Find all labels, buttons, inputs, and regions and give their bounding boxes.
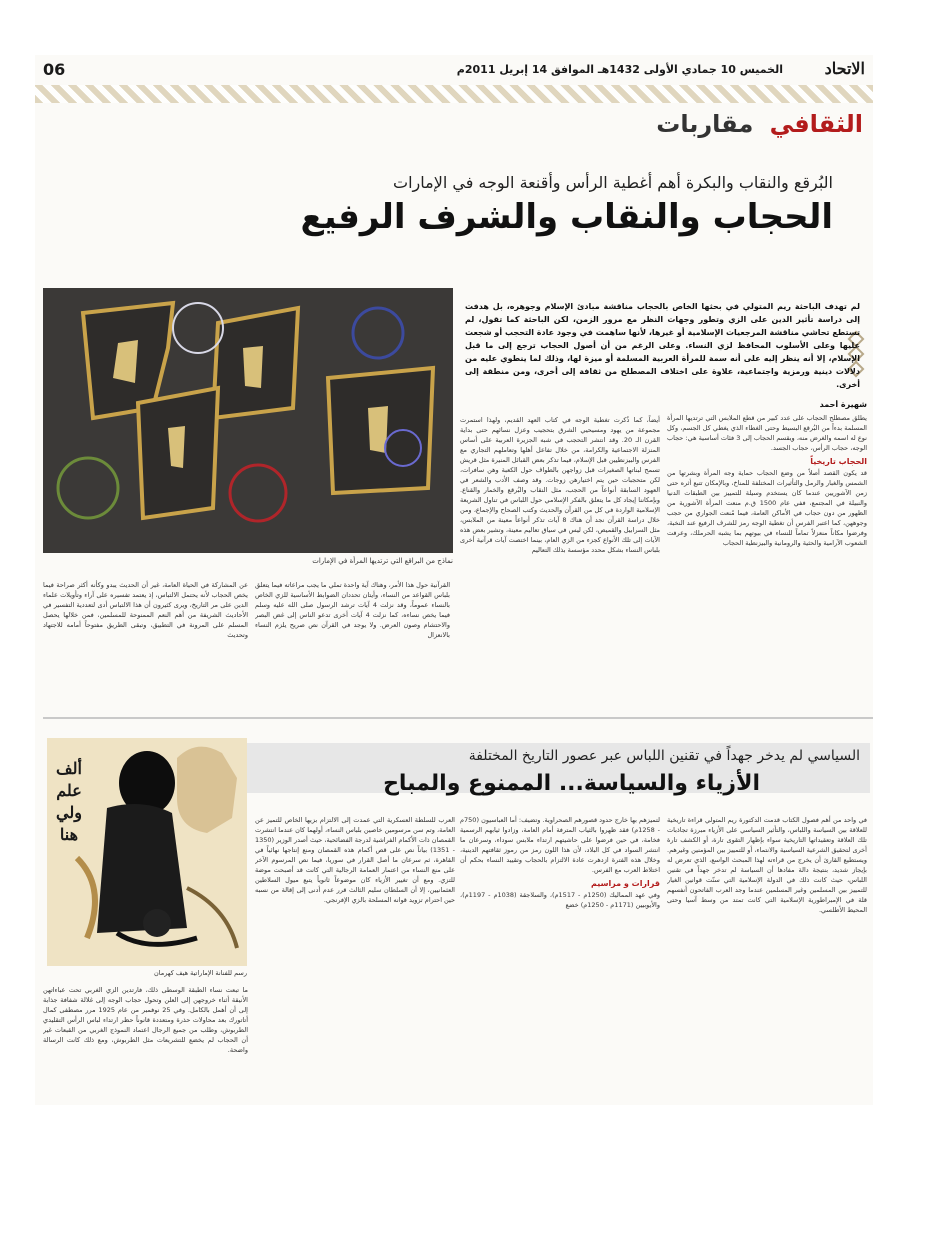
column-text: لتميزهم بها خارج حدود قصورهم الصحراوية. وتضيف: أما العباسيون (750م - 1258م) فقد ظهروا بالثياب المترفة أمام العامة، وزادوا ثيابهم الرسمية فخامة، في حين فرضوا على حاشيتهم ارتداء ملابس سوداء، وسرعان ما انتشر السواد في كل البلاد، لأن هذا اللون رمز من رموز ثقافتهم الدينية، وخلال هذه الفترة ازدهرت عادة الالتزام بالحجاب وتقييد النساء بحكم أن اختلاط العرب مع الفرس. [460,816,660,874]
article1-column-4: عن المشاركة في الحياة العامة، غير أن الحديث يبدو وكأنه أكثر صراحة فيما يخص الحجاب لأنه يحتمل الالتباس، إذ يعتمد تفسيره على آراء وتأويلات علماء الدين على مر التاريخ، ويرى كثيرون أن هذا الالتباس أدى لتعددية التفسير في الأحاديث الشريفة من أهم النعم الممنوحة للمسلمين، فمن خلالها يحصل المسلم على المرونة في التطبيق، وتبقى الطريق مفتوحاً أمامه للاجتهاد وتحديث [43,581,248,639]
newspaper-page [35,55,873,1105]
subheading: قرارات و مراسيم [591,879,660,888]
page-header [35,55,873,87]
calligraphy: ألف علم ولي هنا [56,759,82,844]
column-text: قد يكون القصد أصلاً من وضع الحجاب حماية وجه المرأة وبشرتها من الشمس والغبار والرمل والتأثيرات المختلفة للمناخ، وبالإمكان تتبع أثره حتى زمن الآشوريين عندما كان يستخدم وسيلة للتمييز بين الطبقات الدنيا والنبيلة في المجتمع، ففي عام 1500 ق.م منعت المرأة الآشورية من الظهور من دون حجاب في الأماكن العامة، فيما مُنعت الجواري من حجب وجوههن، كما اعتبر الفرس أن تغطية الوجه رمز للشرف الرفيع عند النخبة، وفرضوا مكاناً منعزلاً تماماً للنساء في بيوتهم بما يشبه الحرملك، وعرفت الشعوب الآرامية والحثية والرومانية والبيزنطية الحجاب [667,469,867,547]
article2-column-1: في واحد من أهم فصول الكتاب قدمت الدكتورة ريم المتولي قراءة تاريخية للعلاقة بين السياسة واللباس، والتأثير السياسي على الأزياء مبرزة تجاذبات تلك العلاقة وتعقيداتها التاريخية سواء بإظهار التقوى تارة، أو الكشف تارة أخرى لتحقيق الشرعية السياسية والانتماء، أو للتمييز بين المؤمنين وغيرهم. ويستطيع القارئ أن يخرج من قراءته لهذا المبحث الواسع، الذي تعرض له بإيجاز شديد، بنتيجة دالة مفادها أن السياسة لم تدخر جهداً في تقنين اللباس، حيث كانت ذلك في الدولة الإسلامية التي سنّت قوانين الغيار للتمييز بين المسلمين وغير المسلمين عندما وجد العرب الفاتحون أنفسهم قلة في الإمبراطورية الإسلامية التي كانت تمتد من وسط آسيا وحتى المحيط الأطلسي. [667,816,867,914]
column-text: وفي عهد المماليك (1250م - 1517م)، والسلاجقة (1038م - 1197م)، والأيوبيين (1171م - 1250م) خضع [460,891,660,909]
article2-header-band [190,743,870,796]
section-label: مقاربات [656,110,754,138]
article1-subtitle: البُرقع والنقاب والبكرة أهم أغطية الرأس وأقنعة الوجه في الإمارات [393,173,833,192]
burqa-photo [43,288,453,553]
decorative-band [35,85,873,103]
article1-column-1 [667,400,867,700]
article2-column-3: العرب للسلطة العسكرية التي عمدت إلى الالتزام بزيها الخاص للتميز عن العامة، وتم سن مرسومين خاصين بلباس النساء، أولهما كان عندما انتشرت القمصان ذات الأكمام الفراشية لدرجة الفضائحية، حيث أصدر الوزير (1350 - 1351) بياناً نص على قص أكمام هذه القمصان ومنع إنتاجها نهائياً في القاهرة، ثم سرعان ما أصل القرار في سوريا، فيما نص المرسوم الآخر على منع النساء من اعتمار العمامة الرجالية التي كانت قد أصبحت موضة للتزي. ومع أن تغيير الأزياء كان موضوعاً ثانوياً يتبع ميول السلاطين العثمانيين، إلا أن السلطان سليم الثالث قرر عدم أدنى إلى إقالة من نسبه حين احترام تزويد قوانه المسلحة بالزي الإفرنجي. [255,816,455,904]
photo-caption: نماذج من البراقع التي ترتديها المرأة في الإمارات [312,557,453,565]
section-divider [43,717,873,719]
newspaper-logo: الاتحاد [824,59,865,78]
page-number: 06 [43,60,66,79]
author-name: شهيرة أحمد [819,400,867,409]
article2-column-4: ما تبعت نساء الطبقة الوسطى ذلك، فارتدين الزي الغربي تحت عباءاتهن الأنيقة أثناء خروجهن إلى العلن وتحول حجاب الوجه إلى غلالة شفافة جذابة إلى أن أهمل بالكامل. وفي 25 نوفمبر من عام 1925 مرر مصطفى كمال أتاتورك بعد محاولات حذرة ومتعددة قانوناً حظر ارتداء لباس الرأس التقليدي الطربوش، وطلب من جميع الرجال اعتماد النموذج الغربي من القبعات غير أن الحجاب لم يخضع للتشريعات مثل الطربوش، ومع ذلك كانت الرسالة واضحة. [43,986,248,1054]
issue-date: الخميس 10 جمادي الأولى 1432هـ الموافق 14 إبريل 2011م [456,63,783,76]
artwork-illustration [47,738,247,966]
subheading: الحجاب تاريخياً [810,457,867,466]
article2-subtitle: السياسي لم يدخر جهداً في تقنين اللباس عبر عصور التاريخ المختلفة [468,748,860,764]
article1-column-2: أيضاً، كما ذُكرت تغطية الوجه في كتاب العهد القديم، ولهذا استمرت مجموعة من يهود ومسيحيي الشرق بتحجيب وعزل نسائهم حتى بداية القرن الـ 20. وقد انتشر التحجب في شبه الجزيرة العربية على أساس المنزلة الاجتماعية والكرامة، من خلال تفاعل أهلها وتعاملهم التجاري مع الفرس والبيزنطيين قبل الإسلام، فيما تذكر بعض القبائل المنيرة مثل قريش تسمح لبناتها الصغيرات قبل زواجهن بالطواف حول الكعبة وهن سافرات، لكن متحجبات حين يتم اختيارهن زوجات. وقد وصف الأدب والشعر في العهود السابقة أنواعاً من الحجب، مثل النقاب والبُرقع والخمار والقناع. وبإمكاننا إيجاد كل ما يتعلق بالفكر الإسلامي حول اللباس في تناول الشريعة الإسلامية الواردة في كل من القرآن والحديث وكتب الصحاح والإجماع، ومن خلال دراسة القرآن نجد أن هناك 8 آيات تذكر أنواعاً معينة من الملابس، مثل السرابيل والقميص، لكن ليس في سياق تعاليم معينة، وتشير بعض هذه الآيات إلى تلك الأنواع كجزء من الزي العام، بينما اختصت آيات قرآنية أخرى بلباس النساء بشكل محدد مؤسسة بذلك التعاليم [460,416,660,554]
column-text: يطلق مصطلح الحجاب على عدد كبير من قطع الملابس التي ترتديها المرأة المسلمة بدءاً من البُرقع البسيط وحتى الغطاء الذي يغطي كل الجسم، وكل نوع له اسمه والغرض منه، ويقسم الحجاب إلى 3 فئات أساسية هي: حجاب الوجه، حجاب الرأس، حجاب الجسد. [667,414,867,452]
article1-headline: الحجاب والنقاب والشرف الرفيع [300,197,833,237]
article1-column-3: القرآنية حول هذا الأمر، وهناك آية واحدة تملي ما يجب مراعاته فيما يتعلق بلباس القواعد من النساء، وأيتان تحددان الضوابط الأساسية للزي الخاص بالنساء عموماً، وقد نزلت 4 آيات ترشد الرسول صلى الله عليه وسلم فيما يخص نساءه، كما نزلت 4 آيات أخرى تدعو الناس إلى غض البصر والاحتشام وصون العرض. ولا يوجد في القرآن نص صريح يلزم النساء بالانعزال [255,581,450,639]
article2-headline: الأزياء والسياسة... الممنوع والمباح [383,771,760,796]
article2-column-2 [460,815,660,1100]
artwork-caption: رسم للفنانة الإماراتية هيف كهرمان [153,969,247,977]
article1-intro: لم تهدف الباحثة ريم المتولي في بحثها الخاص بالحجاب مناقشة مبادئ الإسلام وجوهره، بل هدفت إلى دراسة تأثير الدين على الزي وتطور وجهات النظر مع مرور الزمن، لكن الباحثة كما تقول، لم تستطع تحاشي مناقشة المرجعيات الإسلامية أو غيرها، لأنها ساهمت في وجود عادة التحجب أو شجعت عليها وعلى الأسلوب المحافظ لزي النساء. وعلى الرغم من أن أصول الحجاب ترجع إلى ما قبل الإسلام، إلا أنه ينظر إليه على أنه سمة للمرأة العربية المسلمة أو ميزة لها، وذلك لما ينطوي عليه من دلالات دينية ورمزية واجتماعية، علاوة على اختلاف المصطلح من ثقافة إلى أخرى، ومن منطقة إلى أخرى. [465,302,860,389]
section-name: الثقافي [769,110,863,138]
section-title [656,110,863,138]
